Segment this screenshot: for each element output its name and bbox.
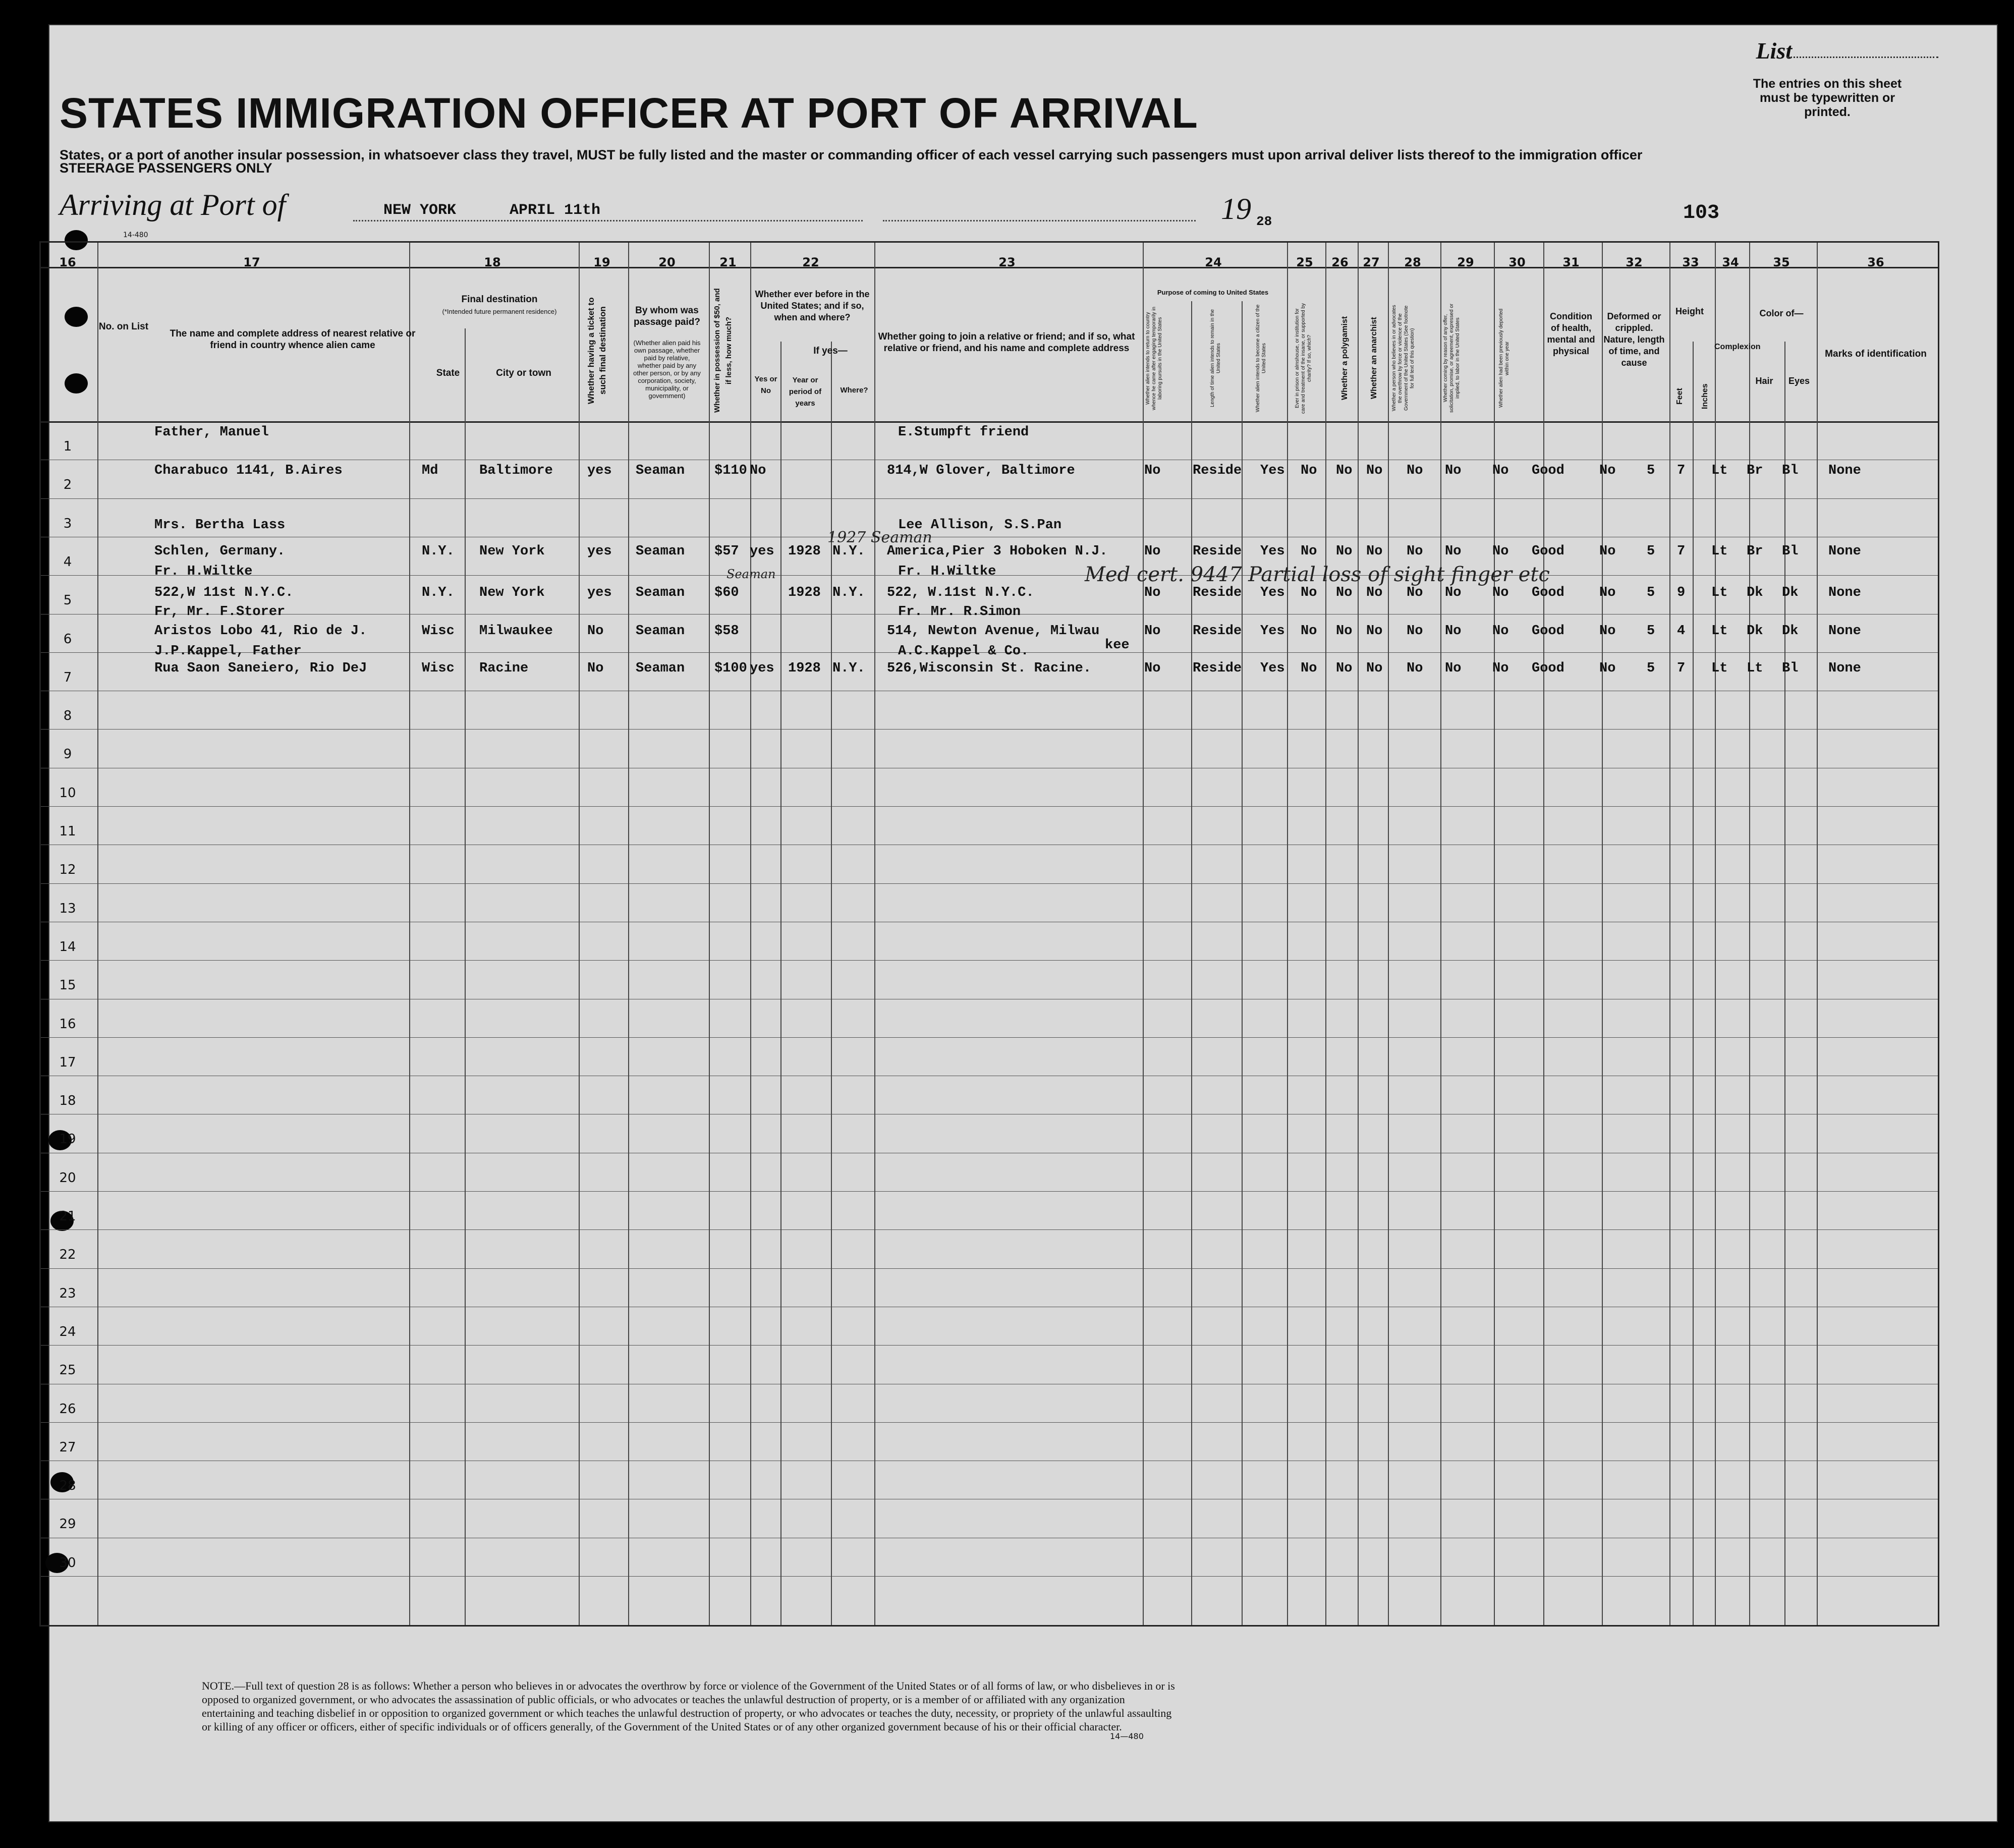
entry-ticket: yes [587,463,612,478]
entry-feet: 5 [1647,463,1655,478]
entry-polygamist: No [1336,585,1353,600]
entry-length: Reside [1193,585,1242,600]
entry-marks: None [1828,661,1861,676]
entry-prison: No [1301,544,1317,559]
entry-relative-2: Charabuco 1141, B.Aires [154,463,343,478]
entry-money: $100 [714,661,747,676]
form-code: 14-480 [123,231,148,239]
row-line [41,1576,1938,1577]
header-complexion: Complexion [1714,343,1761,351]
column-number: 16 [59,255,76,269]
header-ticket: Whether having a ticket to such final destination [586,297,607,404]
entry-offer: No [1445,624,1462,639]
row-number: 28 [59,1478,76,1494]
entry-anarchist: No [1366,463,1383,478]
header-where: Where? [840,386,868,395]
entry-relative-2: Schlen, Germany. [154,544,286,559]
date-value: APRIL 11th [510,202,601,219]
row-number: 14 [59,939,76,955]
arriving-label: Arriving at Port of [60,188,286,221]
entry-inches: 7 [1677,544,1686,559]
header-passage-paid: By whom was passage paid? [634,305,700,327]
row-number: 2 [63,477,72,493]
header-no-on-list: No. on List [98,321,149,332]
header-marks: Marks of identification [1825,349,1927,359]
column-number: 26 [1331,255,1349,269]
header-final-destination: Final destination [461,294,538,305]
entry-state: Md [422,463,438,478]
header-deported: Whether alien had been previously deported within one year [1498,308,1510,408]
entry-relative-1: J.P.Kappel, Father [154,644,302,659]
column-number: 21 [719,255,737,269]
entry-anarchist: No [1366,624,1383,639]
entry-year: 1928 [788,661,821,676]
entry-city: New York [479,585,545,600]
header-purpose: Purpose of coming to United States [1157,289,1269,296]
entry-overthrow: No [1407,624,1423,639]
entry-hair: Br [1747,544,1763,559]
entry-relative-2: Aristos Lobo 41, Rio de J. [154,624,367,639]
entry-paid-by: Seaman [636,624,685,639]
entry-feet: 5 [1647,585,1655,600]
entry-join-1: Fr. H.Wiltke [898,564,996,579]
entry-hair: Dk [1747,624,1763,639]
port-dotline [353,220,863,221]
entry-city: Racine [479,661,529,676]
header-joining: Whether going to join a relative or friend; and if so, what relative or friend, and his name and complete address [878,331,1135,354]
entry-health: Good [1532,624,1564,639]
entry-paid-by: Seaman [636,661,685,676]
header-final-destination-note: (*Intended future permanent residence) [442,308,557,315]
column-number: 19 [593,255,610,269]
entry-deported: No [1492,661,1509,676]
header-year-period: Year or period of years [789,376,822,408]
entry-relative-2: Rua Saon Saneiero, Rio DeJ [154,661,367,676]
row-number: 6 [63,631,72,647]
entry-city: New York [479,544,545,559]
entry-overthrow: No [1407,544,1423,559]
entry-citizen: Yes [1260,585,1285,600]
entry-hair: Lt [1747,661,1763,676]
row-number: 19 [59,1132,76,1147]
entry-state: Wisc [422,624,455,639]
entry-complexion: Lt [1711,544,1728,559]
entry-return: No [1144,585,1161,600]
entry-join-2: 522, W.11st N.Y.C. [887,585,1034,600]
header-purpose-return: Whether alien intends to return to country whence he came after engaging temporarily in laboring pursuits in the United States [1145,306,1163,410]
entry-where: N.Y. [832,585,865,600]
row-line [41,1037,1938,1038]
entry-relative-1: Mrs. Bertha Lass [154,518,286,533]
entry-prison: No [1301,463,1317,478]
year-prefix: 19 [1221,192,1251,226]
entry-eyes: Bl [1782,661,1799,676]
entry-inches: 9 [1677,585,1686,600]
entry-money: $60 [714,585,739,600]
column-number: 30 [1508,255,1526,269]
column-number: 29 [1457,255,1474,269]
row-number: 15 [59,978,76,993]
entry-where: N.Y. [832,544,865,559]
handwritten-year-note: 1927 Seaman [827,529,932,546]
entry-relative-2: 522,W 11st N.Y.C. [154,585,294,600]
entry-deformed: No [1599,661,1616,676]
row-number: 12 [59,862,76,878]
entry-paid-by: Seaman [636,463,685,478]
entry-complexion: Lt [1711,463,1728,478]
entry-city: Baltimore [479,463,553,478]
entry-hair: Br [1747,463,1763,478]
manifest-table [39,241,1939,1627]
column-number: 24 [1205,255,1222,269]
row-number: 22 [59,1247,76,1263]
subtitle-line: States, or a port of another insular possession, in whatsoever class they travel, MUST be fully listed and the master or commanding officer of each vessel carrying such passengers must upon arrival deliver lists thereof to the immigration officer [60,147,1643,162]
entry-deformed: No [1599,463,1616,478]
entry-join-2: America,Pier 3 Hoboken N.J. [887,544,1108,559]
entry-health: Good [1532,463,1564,478]
row-line [41,1191,1938,1192]
column-number: 25 [1296,255,1313,269]
row-line [41,960,1938,961]
entry-polygamist: No [1336,544,1353,559]
column-number: 33 [1682,255,1699,269]
entry-year: 1928 [788,544,821,559]
entry-complexion: Lt [1711,661,1728,676]
entry-anarchist: No [1366,661,1383,676]
row-number: 10 [59,785,76,801]
header-health: Condition of health, mental and physical [1547,311,1595,356]
entry-feet: 5 [1647,624,1655,639]
year-suffix: 28 [1256,214,1272,229]
entry-deported: No [1492,463,1509,478]
list-label: List [1756,38,1792,64]
entry-state: N.Y. [422,544,455,559]
header-purpose-length: Length of time alien intends to remain in the United States [1210,309,1221,408]
header-prison: Ever in prison or almshouse, or institution for care and treatment of the insane, or supported by charity? If so, which? [1295,303,1312,414]
row-line [41,1345,1938,1346]
list-number-field [1787,57,1938,58]
entry-ticket: No [587,624,604,639]
page-title: STATES IMMIGRATION OFFICER AT PORT OF ARRIVAL [60,89,1198,137]
entry-join-2: 814,W Glover, Baltimore [887,463,1075,478]
column-number: 34 [1722,255,1739,269]
entry-inches: 7 [1677,463,1686,478]
entry-polygamist: No [1336,661,1353,676]
entry-ticket: No [587,661,604,676]
entry-anarchist: No [1366,585,1383,600]
row-line [41,806,1938,807]
entry-marks: None [1828,544,1861,559]
entry-return: No [1144,544,1161,559]
row-number: 11 [59,824,76,839]
row-number: 16 [59,1016,76,1032]
entry-feet: 5 [1647,544,1655,559]
entry-eyes: Dk [1782,585,1799,600]
column-number: 35 [1773,255,1790,269]
entry-eyes: Dk [1782,624,1799,639]
header-money: Whether in possession of $50, and if less, how much? [713,288,733,413]
entry-eyes: Bl [1782,463,1799,478]
entry-inches: 4 [1677,624,1686,639]
header-deformed: Deformed or crippled. Nature, length of time, and cause [1603,311,1665,368]
handwritten-medical-note: Med cert. 9447 Partial loss of sight finger etc [1085,563,1550,586]
entry-money: $110 [714,463,747,478]
entry-join-2: 514, Newton Avenue, Milwau [887,624,1100,639]
header-offer: Whether coming by reason of any offer, solicitation, promise, or agreement, expressed or implied, to labor in the United States [1443,303,1461,413]
row-number: 7 [63,669,72,685]
entry-join-2: 526,Wisconsin St. Racine. [887,661,1092,676]
column-number: 23 [998,255,1016,269]
entry-relative-1: Fr, Mr. F.Storer [154,604,286,620]
entry-join-1: Fr. Mr. R.Simon [898,604,1021,620]
row-number: 27 [59,1439,76,1455]
entry-length: Reside [1193,463,1242,478]
entry-return: No [1144,463,1161,478]
entry-year: 1928 [788,585,821,600]
column-number: 20 [658,255,676,269]
header-color-of: Color of— [1759,308,1804,318]
row-number: 25 [59,1363,76,1378]
date-dotline [883,220,1196,221]
entry-citizen: Yes [1260,624,1285,639]
entry-ticket: yes [587,544,612,559]
entry-deformed: No [1599,544,1616,559]
column-number: 27 [1363,255,1380,269]
header-purpose-citizen: Whether alien intends to become a citizen of the United States [1255,304,1267,412]
entry-deported: No [1492,585,1509,600]
entry-complexion: Lt [1711,585,1728,600]
entry-relative-1: Father, Manuel [154,425,269,440]
header-feet: Feet [1675,388,1684,405]
row-number: 18 [59,1093,76,1109]
entry-prison: No [1301,624,1317,639]
column-number: 36 [1867,255,1884,269]
row-line [41,1229,1938,1230]
entry-polygamist: No [1336,624,1353,639]
header-overthrow: Whether a person who believes in or advocates the overthrow by force or violence of the Government of the United States (See footnote for full text of this question) [1391,305,1415,412]
entry-join-1: E.Stumpft friend [898,425,1029,440]
entry-citizen: Yes [1260,544,1285,559]
row-line [41,883,1938,884]
entry-offer: No [1445,463,1462,478]
column-number: 22 [802,255,819,269]
entry-offer: No [1445,544,1462,559]
header-state: State [436,368,460,378]
row-number: 23 [59,1285,76,1301]
row-number: 8 [63,708,72,724]
column-number: 17 [243,255,260,269]
row-number: 30 [59,1555,76,1571]
column-number: 18 [484,255,501,269]
entry-state: N.Y. [422,585,455,600]
footer-form-code: 14—480 [1110,1731,1144,1741]
entry-marks: None [1828,585,1861,600]
entry-marks: None [1828,624,1861,639]
row-line [41,1268,1938,1269]
row-number: 17 [59,1054,76,1070]
entry-prison: No [1301,661,1317,676]
entry-polygamist: No [1336,463,1353,478]
entry-state: Wisc [422,661,455,676]
row-number: 20 [59,1170,76,1186]
entry-join-1: Lee Allison, S.S.Pan [898,518,1062,533]
entry-complexion: Lt [1711,624,1728,639]
entry-overthrow: No [1407,463,1423,478]
header-passage-paid-note: (Whether alien paid his own passage, whether paid by relative, whether paid by any other person, or by any corporation, society, municipality, or government) [633,339,701,400]
header-height: Height [1675,306,1704,316]
row-line [41,729,1938,730]
entry-where: N.Y. [832,661,865,676]
header-nearest-relative: The name and complete address of nearest relative or friend in country whence alien came [170,328,416,351]
row-line [41,498,1938,499]
header-hair: Hair [1755,376,1773,386]
row-number: 9 [63,747,72,762]
header-inches: Inches [1701,383,1709,410]
entry-before-yn: No [750,463,766,478]
entry-join-1: A.C.Kappel & Co. [898,644,1029,659]
entry-city: Milwaukee [479,624,553,639]
page-number: 103 [1683,202,1720,225]
entry-money: $58 [714,624,739,639]
entry-length: Reside [1193,624,1242,639]
entry-ticket: yes [587,585,612,600]
entry-length: Reside [1193,544,1242,559]
entry-relative-1: Fr. H.Wiltke [154,564,253,579]
entry-paid-by: Seaman [636,544,685,559]
entry-offer: No [1445,661,1462,676]
header-if-yes: If yes— [813,346,848,356]
handwritten-seaman-note: Seaman [726,567,776,581]
header-anarchist: Whether an anarchist [1370,317,1378,400]
entry-join-3: kee [1105,638,1130,653]
entry-health: Good [1532,544,1564,559]
entry-hair: Dk [1747,585,1763,600]
entry-deported: No [1492,544,1509,559]
entry-deported: No [1492,624,1509,639]
footnote: NOTE.—Full text of question 28 is as follows: Whether a person who believes in or advocates the overthrow by force or violence of the Government of the United States or of all forms of law, or who disbelieves in or is opposed to organized government, or who advocates the assassination of public officials, or who advocates or teaches the unlawful destruction of property, or is a member of or affiliated with any organization entertaining and teaching disbelief in or opposition to organized government or which teaches the unlawful destruction of property, or who advocates or teaches the duty, necessity, or propriety of the unlawful assaulting or killing of any officer or officers, either of specific individuals or of officers generally, of the Government of the United States or of any other organized government because of his or their official character. [202,1679,1175,1733]
entry-anarchist: No [1366,544,1383,559]
entry-deformed: No [1599,624,1616,639]
row-number: 26 [59,1401,76,1417]
header-before-us: Whether ever before in the United States; and if so, when and where? [755,289,870,322]
entry-inches: 7 [1677,661,1686,676]
row-number: 3 [63,516,72,531]
entry-citizen: Yes [1260,463,1285,478]
entry-before-yn: yes [750,544,774,559]
entry-overthrow: No [1407,585,1423,600]
entry-return: No [1144,624,1161,639]
header-city: City or town [496,368,551,378]
entry-marks: None [1828,463,1861,478]
row-number: 1 [63,439,72,454]
entry-citizen: Yes [1260,661,1285,676]
row-number: 24 [59,1324,76,1339]
entry-return: No [1144,661,1161,676]
column-number: 28 [1404,255,1421,269]
column-number: 31 [1562,255,1580,269]
row-number: 21 [59,1209,76,1224]
port-value: NEW YORK [383,202,457,219]
entry-health: Good [1532,661,1564,676]
entry-money: $57 [714,544,739,559]
entry-eyes: Bl [1782,544,1799,559]
row-number: 4 [63,554,72,570]
entry-deformed: No [1599,585,1616,600]
steerage-line: STEERAGE PASSENGERS ONLY [60,160,272,176]
entry-paid-by: Seaman [636,585,685,600]
row-number: 13 [59,901,76,916]
entry-length: Reside [1193,661,1242,676]
row-number: 29 [59,1517,76,1532]
entry-health: Good [1532,585,1564,600]
entry-prison: No [1301,585,1317,600]
entry-before-yn: yes [750,661,774,676]
header-yes-no: Yes or No [754,375,777,395]
column-number: 32 [1626,255,1643,269]
row-number: 5 [63,593,72,608]
entry-overthrow: No [1407,661,1423,676]
header-polygamist: Whether a polygamist [1340,316,1349,401]
entry-offer: No [1445,585,1462,600]
header-eyes: Eyes [1788,376,1810,386]
row-line [41,1422,1938,1423]
entry-feet: 5 [1647,661,1655,676]
entries-note: The entries on this sheet must be typewritten or printed. [1753,77,1902,119]
